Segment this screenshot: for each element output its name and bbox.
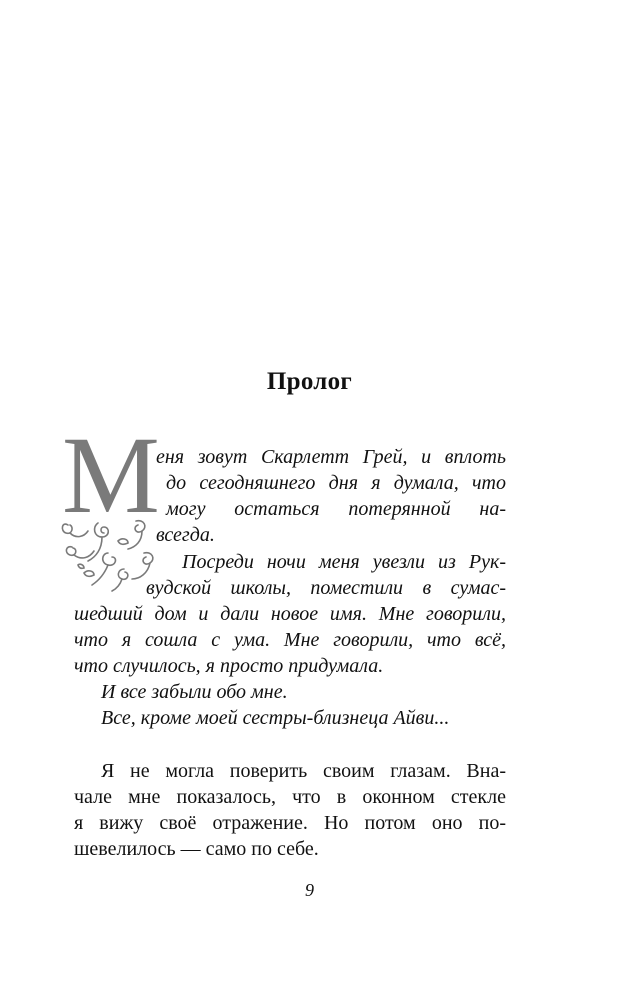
drop-cap-letter: М (62, 414, 160, 536)
chapter-title: Пролог (266, 368, 353, 395)
intro-line: до сегодняшнего дня я думала, что (166, 472, 506, 494)
intro-line: могу остаться потерянной на- (166, 498, 506, 520)
intro-line: вудской школы, поместили в сумас- (146, 577, 506, 599)
intro-line: И все забыли обо мне. (101, 681, 288, 703)
intro-line: что случилось, я просто придумала. (74, 655, 384, 677)
body-line: шевелилось — само по себе. (74, 838, 319, 860)
body-line: чале мне показалось, что в оконном стекле (74, 786, 506, 808)
page-number: 9 (305, 880, 314, 900)
intro-line: что я сошла с ума. Мне говорили, что всё, (74, 629, 506, 651)
intro-line: всегда. (156, 524, 215, 546)
drop-cap (58, 414, 168, 595)
intro-line: Посреди ночи меня увезли из Рук- (182, 551, 506, 573)
body-line: я вижу своё отражение. Но потом оно по- (74, 812, 506, 834)
body-line: Я не могла поверить своим глазам. Вна- (101, 760, 506, 782)
intro-line: еня зовут Скарлетт Грей, и вплоть (156, 446, 506, 468)
intro-line: Все, кроме моей сестры-близнеца Айви... (101, 707, 450, 729)
intro-line: шедший дом и дали новое имя. Мне говорили, (74, 603, 506, 625)
